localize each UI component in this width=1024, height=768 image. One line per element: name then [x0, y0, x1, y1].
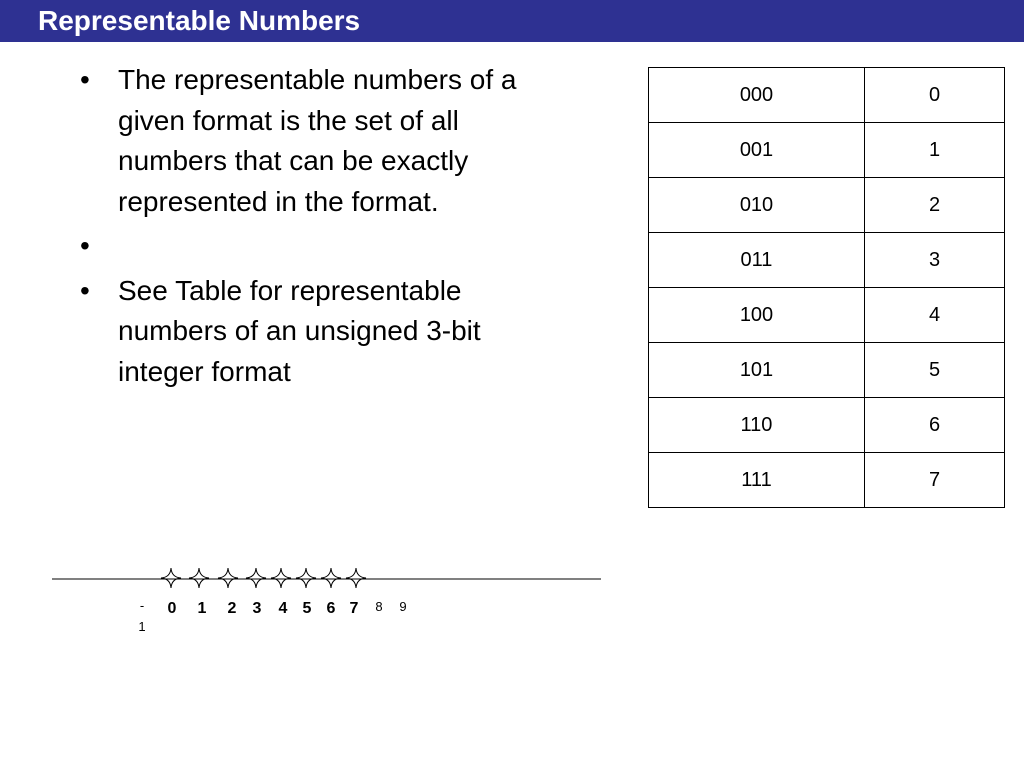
- star-cross-icon: [271, 568, 291, 588]
- table-cell-value: 2: [865, 178, 1005, 233]
- tick-label-representable: 0: [167, 600, 177, 617]
- table-cell-bits: 100: [649, 288, 865, 343]
- bullet-marker: •: [80, 230, 90, 261]
- table-cell-value: 0: [865, 68, 1005, 123]
- star-cross-icon: [189, 568, 209, 588]
- tick-label-representable: 2: [227, 600, 237, 617]
- star-cross-icon: [346, 568, 366, 588]
- tick-label-representable: 1: [197, 600, 207, 617]
- slide-title: Representable Numbers: [38, 5, 361, 36]
- table-cell-bits: 111: [649, 453, 865, 508]
- star-cross-icon: [321, 568, 341, 588]
- bullet-marker: •: [80, 64, 90, 95]
- table-cell-value: 6: [865, 398, 1005, 453]
- tick-label-representable: 6: [326, 600, 336, 617]
- table-cell-bits: 000: [649, 68, 865, 123]
- tick-label-neg-sign: -: [139, 598, 145, 613]
- tick-label-unrepresentable: 9: [399, 599, 407, 614]
- table-cell-value: 1: [865, 123, 1005, 178]
- table-cell-bits: 101: [649, 343, 865, 398]
- table-cell-value: 4: [865, 288, 1005, 343]
- table-cell-value: 3: [865, 233, 1005, 288]
- bullet-text: The representable numbers of a given format is the set of all numbers that can be exactly represented in the format.: [118, 64, 517, 217]
- tick-label-representable: 5: [302, 600, 312, 617]
- star-cross-icon: [218, 568, 238, 588]
- table-cell-value: 7: [865, 453, 1005, 508]
- tick-label-representable: 3: [252, 600, 262, 617]
- tick-label-representable: 7: [349, 600, 359, 617]
- tick-label-unrepresentable: 8: [375, 599, 383, 614]
- table-cell-bits: 011: [649, 233, 865, 288]
- bullet-marker: •: [80, 274, 90, 306]
- star-cross-icon: [161, 568, 181, 588]
- table-cell-bits: 001: [649, 123, 865, 178]
- tick-label-neg-one: 1: [138, 619, 146, 634]
- table-cell-value: 5: [865, 343, 1005, 398]
- star-cross-icon: [246, 568, 266, 588]
- table-cell-bits: 110: [649, 398, 865, 453]
- star-cross-icon: [296, 568, 316, 588]
- bullet-text: See Table for representable numbers of an unsigned 3-bit integer format: [118, 274, 481, 387]
- table-cell-bits: 010: [649, 178, 865, 233]
- tick-label-representable: 4: [278, 600, 288, 617]
